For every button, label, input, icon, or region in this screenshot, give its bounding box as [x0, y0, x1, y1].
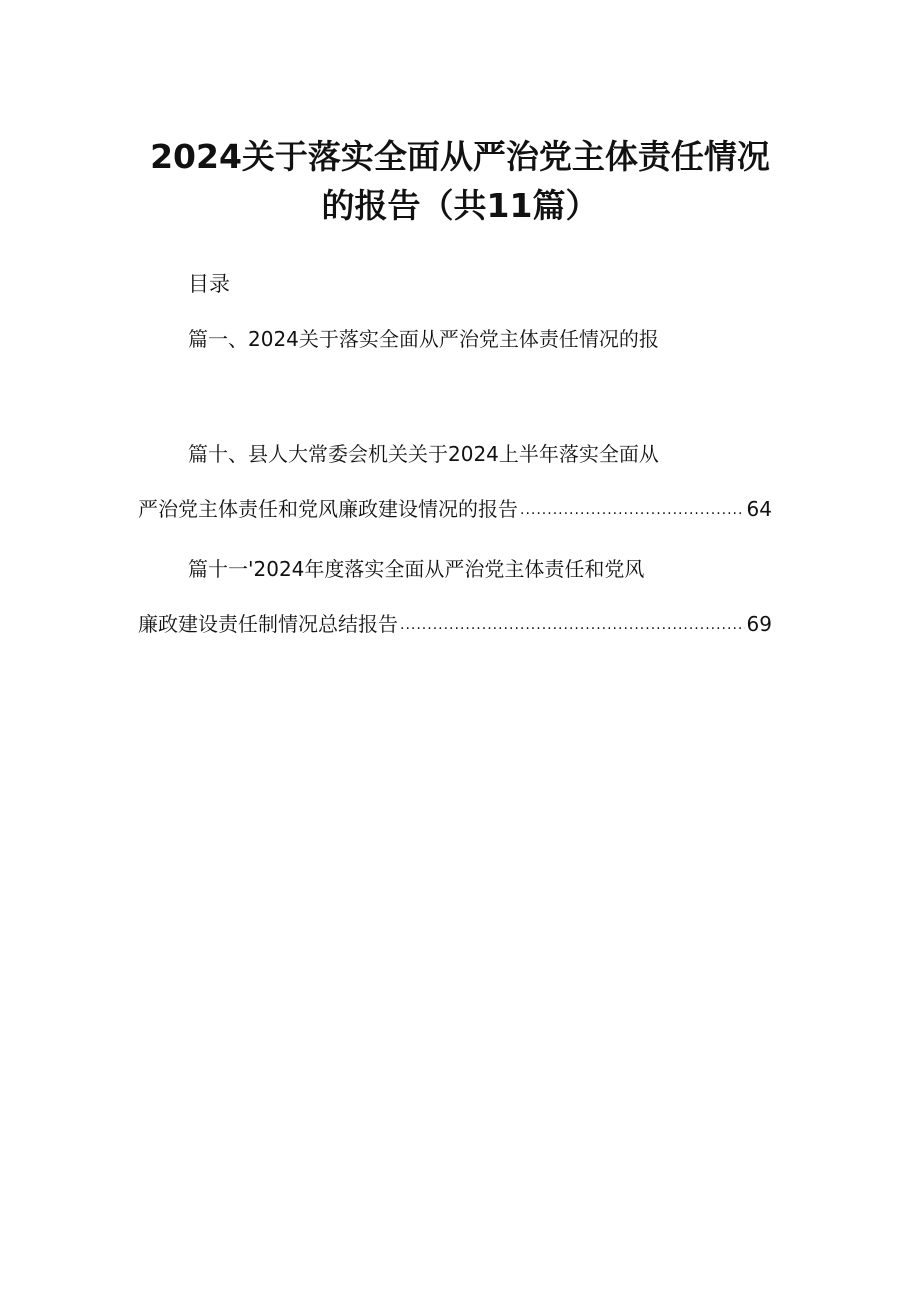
toc-entry-10-page-number: 64 [746, 497, 772, 521]
toc-entry-11-line-1[interactable]: 篇十一'2024年度落实全面从严治党主体责任和党风 [188, 557, 645, 581]
toc-entry-11-text: 廉政建设责任制情况总结报告 [138, 612, 398, 636]
toc-entry-10-line-1[interactable]: 篇十、县人大常委会机关关于2024上半年落实全面从 [188, 442, 659, 466]
toc-entry-11-line-2[interactable] [138, 610, 772, 638]
document-title-line-1: 2024关于落实全面从严治党主体责任情况 [150, 137, 770, 176]
toc-entry-10-line-2[interactable] [138, 495, 772, 523]
toc-leader-dots [520, 500, 745, 520]
toc-leader-dots [400, 615, 745, 635]
toc-entry-10-text: 严治党主体责任和党风廉政建设情况的报告 [138, 497, 518, 521]
toc-entry-11-page-number: 69 [746, 612, 772, 636]
document-title-line-2: 的报告（共11篇） [321, 186, 599, 225]
toc-entry-1[interactable]: 篇一、2024关于落实全面从严治党主体责任情况的报 [188, 327, 659, 351]
toc-heading: 目录 [188, 272, 230, 296]
